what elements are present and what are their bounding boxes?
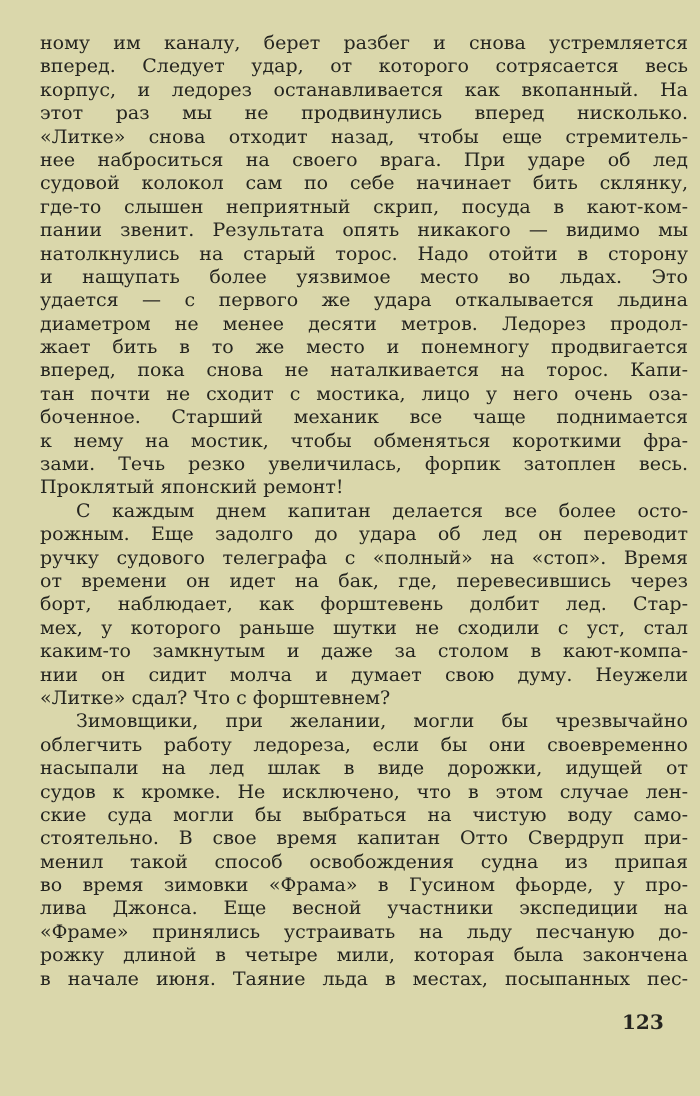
- text-line: вперед, пока снова не наталкивается на торос. Капи-: [40, 359, 688, 382]
- text-line: судов к кромке. Не исключено, что в этом случае лен-: [40, 780, 688, 803]
- text-line: и нащупать более уязвимое место во льдах. Это: [40, 265, 688, 288]
- text-line: лива Джонса. Еще весной участники экспедиции на: [40, 897, 688, 920]
- text-line: насыпали на лед шлак в виде дорожки, идущей от: [40, 757, 688, 780]
- text-line: нее наброситься на своего врага. При ударе об лед: [40, 148, 688, 171]
- text-line: удается — с первого же удара откалывается льдина: [40, 289, 688, 312]
- paragraph-end-line: Проклятый японский ремонт!: [40, 476, 344, 499]
- text-line: «Литке» снова отходит назад, чтобы еще стремитель-: [40, 125, 688, 148]
- text-line: натолкнулись на старый торос. Надо отойти в сторону: [40, 242, 688, 265]
- text-line: тан почти не сходит с мостика, лицо у него очень оза-: [40, 382, 688, 405]
- text-line: облегчить работу ледореза, если бы они своевременно: [40, 733, 688, 756]
- text-line: судовой колокол сам по себе начинает бить склянку,: [40, 172, 688, 195]
- text-line: ному им каналу, берет разбег и снова устремляется: [40, 32, 688, 54]
- text-line: жает бить в то же место и понемногу продвигается: [40, 336, 688, 359]
- text-line: боченное. Старший механик все чаще поднимается: [40, 406, 688, 429]
- text-line: ские суда могли бы выбраться на чистую воду само-: [40, 803, 688, 826]
- paragraph-start-line: Зимовщики, при желании, могли бы чрезвычайно: [76, 710, 688, 733]
- text-line: где-то слышен неприятный скрип, посуда в кают-ком-: [40, 195, 688, 218]
- text-line: в начале июня. Таяние льда в местах, посыпанных пес-: [40, 967, 688, 990]
- page-number: 123: [622, 1010, 664, 1034]
- text-line: от времени он идет на бак, где, перевесившись через: [40, 569, 688, 592]
- text-line: каким-то замкнутым и даже за столом в кают-компа-: [40, 640, 688, 663]
- text-line: корпус, и ледорез останавливается как вкопанный. На: [40, 78, 688, 101]
- paragraph-end-line: «Литке» сдал? Что с форштевнем?: [40, 686, 391, 709]
- text-line: менил такой способ освобождения судна из припая: [40, 850, 688, 873]
- text-line: борт, наблюдает, как форштевень долбит лед. Стар-: [40, 593, 688, 616]
- text-line: ручку судового телеграфа с «полный» на «стоп». Время: [40, 546, 688, 569]
- text-line: вперед. Следует удар, от которого сотрясается весь: [40, 55, 688, 78]
- text-line: рожку длиной в четыре мили, которая была закончена: [40, 944, 688, 967]
- text-line: стоятельно. В свое время капитан Отто Свердруп при-: [40, 827, 688, 850]
- text-line: мех, у которого раньше шутки не сходили с уст, стал: [40, 616, 688, 639]
- text-line: во время зимовки «Фрама» в Гусином фьорде, у про-: [40, 874, 688, 897]
- text-line: этот раз мы не продвинулись вперед нисколько.: [40, 102, 688, 125]
- paragraph-start-line: С каждым днем капитан делается все более осто-: [76, 499, 688, 522]
- text-line: диаметром не менее десяти метров. Ледорез продол-: [40, 312, 688, 335]
- text-line: рожным. Еще задолго до удара об лед он переводит: [40, 523, 688, 546]
- body-text: [40, 32, 688, 991]
- text-line: пании звенит. Результата опять никакого — видимо мы: [40, 219, 688, 242]
- text-line: к нему на мостик, чтобы обменяться короткими фра-: [40, 429, 688, 452]
- text-line: зами. Течь резко увеличилась, форпик затоплен весь.: [40, 453, 688, 476]
- text-line: «Фраме» принялись устраивать на льду песчаную до-: [40, 920, 688, 943]
- text-line: нии он сидит молча и думает свою думу. Неужели: [40, 663, 688, 686]
